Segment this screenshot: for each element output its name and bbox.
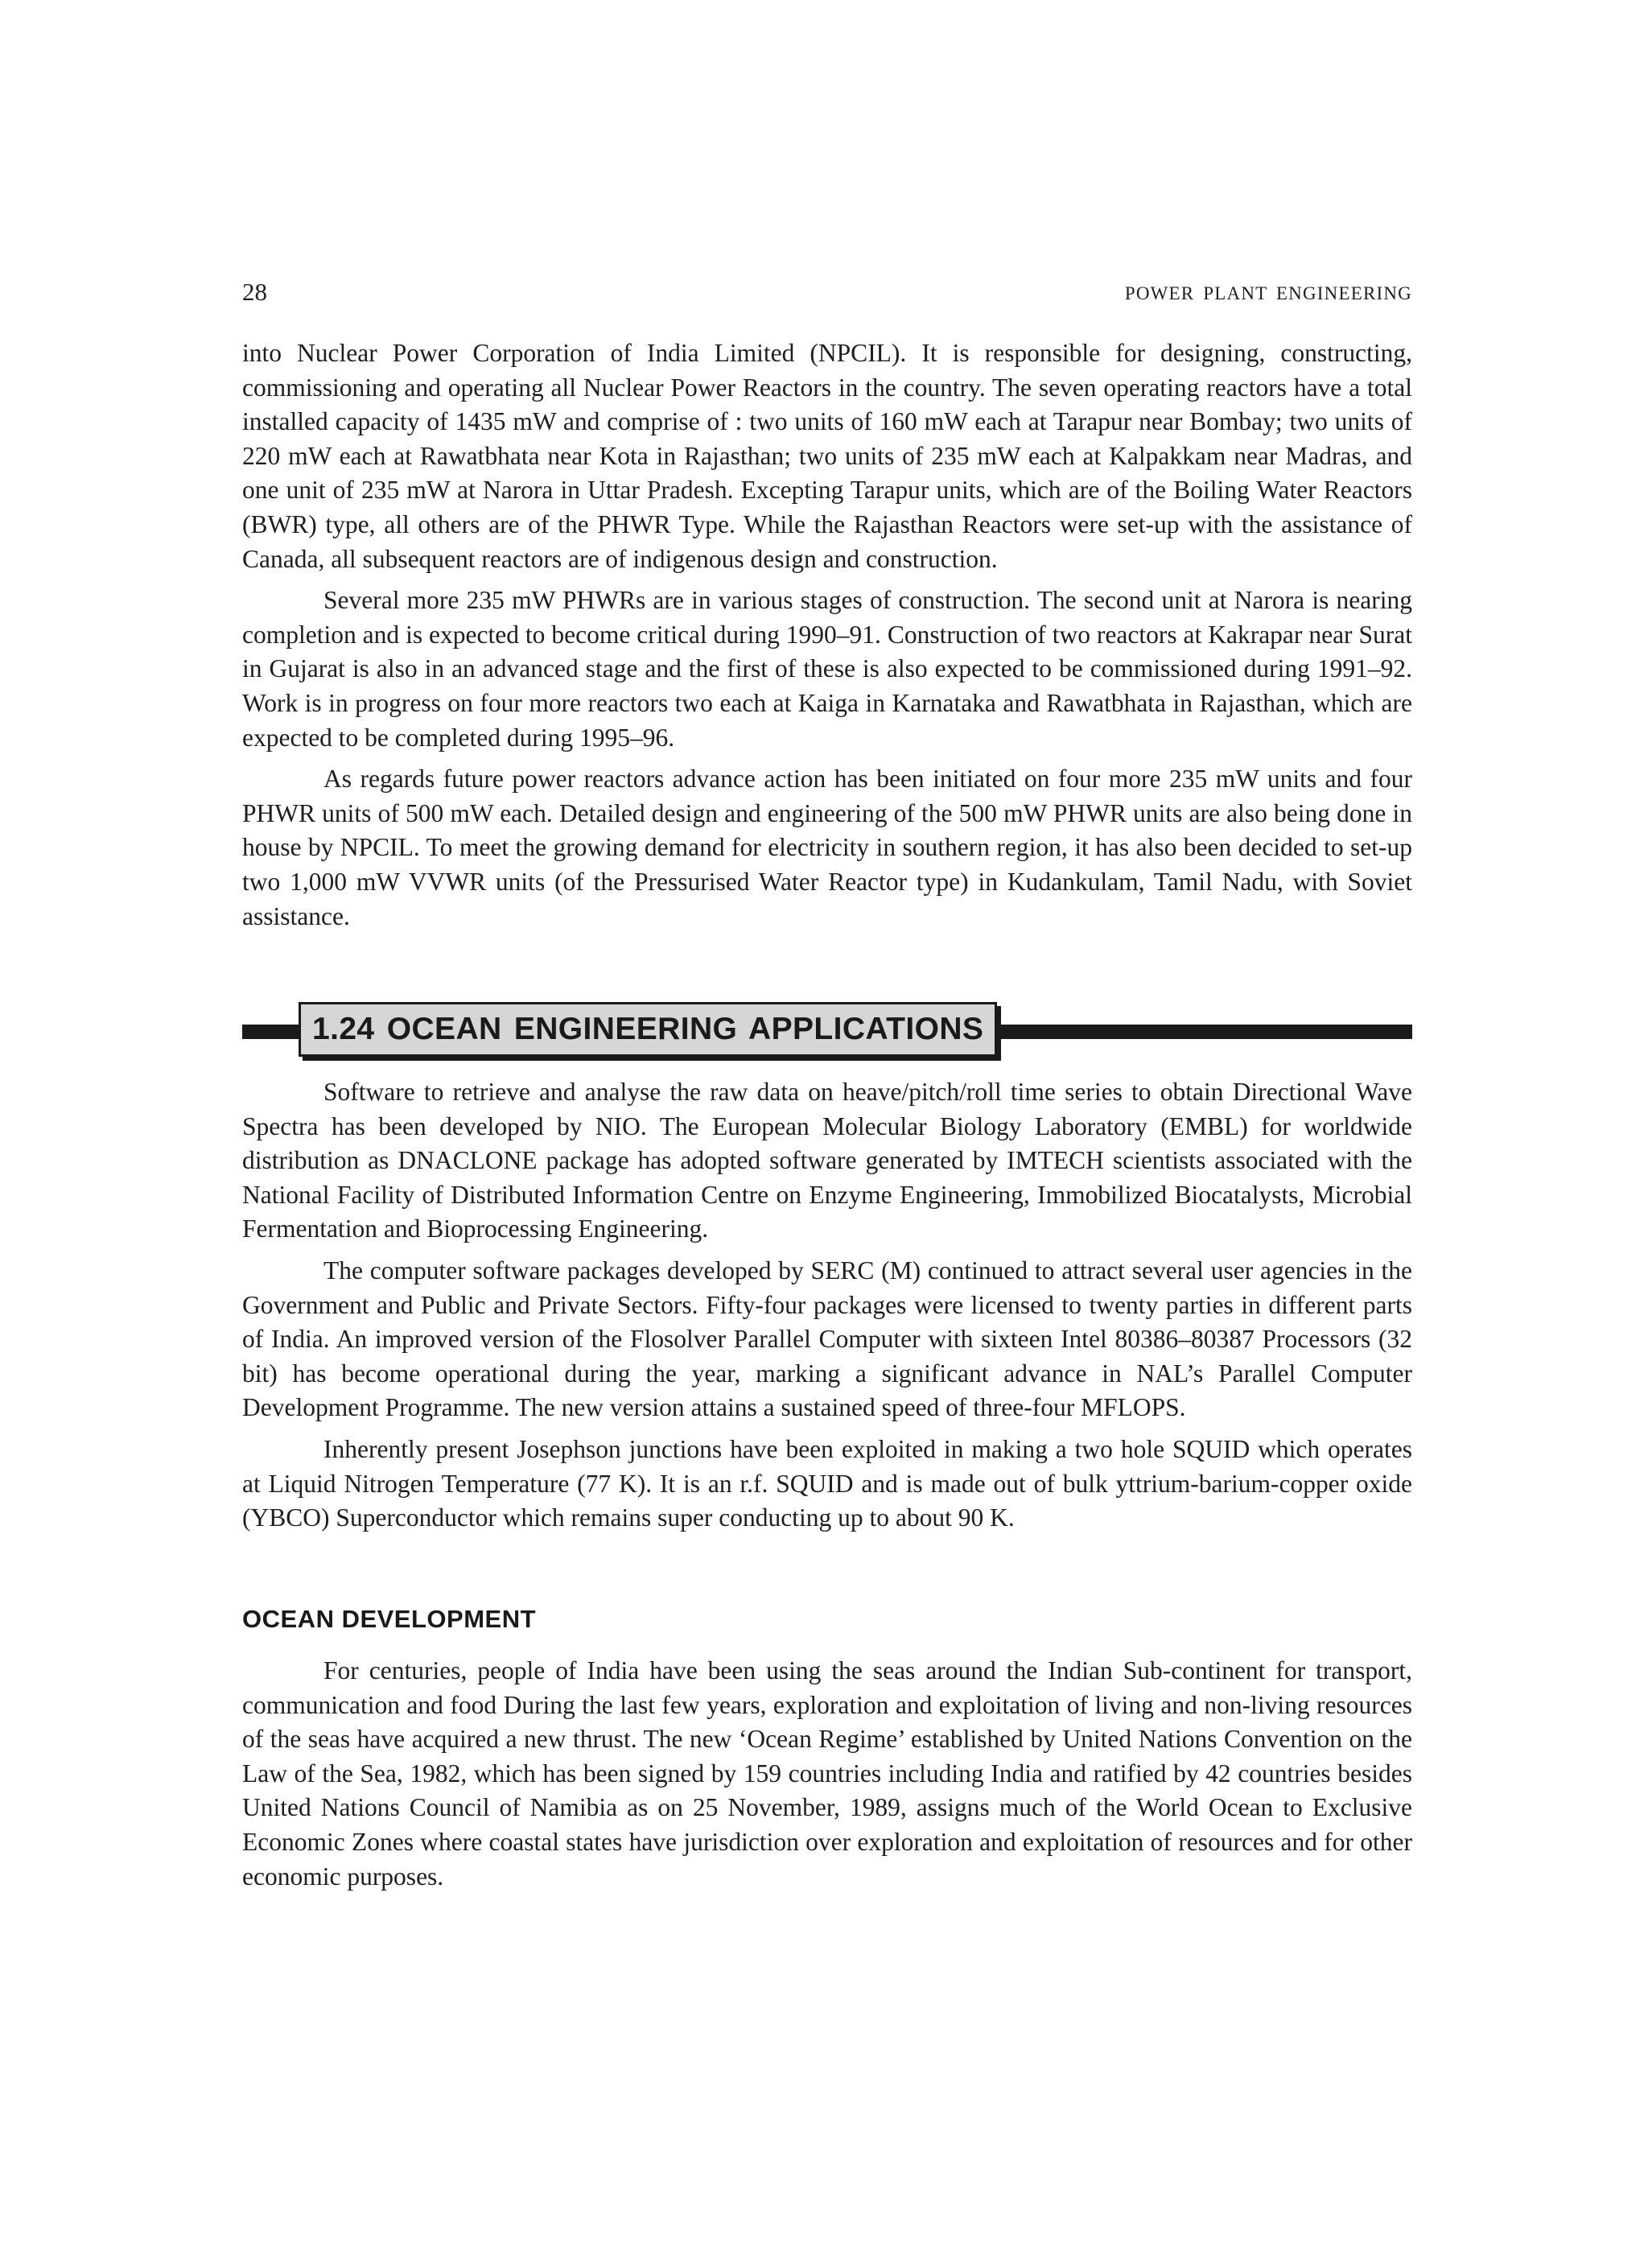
- section-heading-bar: [242, 1002, 1412, 1057]
- intro-text: [242, 336, 1412, 934]
- paragraph-serc-software: The computer software packages developed by SERC (M) continued to attract several user agencies in the Government and Public and Private Sectors. Fifty-four packages were licensed to twenty parties in different parts of India. An improved version of the Flosolver Parallel Computer with sixteen Intel 80386–80387 Processors (32 bit) has become operational during the year, marking a significant advance in NAL’s Parallel Computer Development Programme. The new version attains a sustained speed of three-four MFLOPS.: [242, 1256, 1412, 1422]
- paragraph-phwr-construction: Several more 235 mW PHWRs are in various stages of construction. The second unit at Narora is nearing completion and is expected to become critical during 1990–91. Construction of two reactors at Kakrapar near Surat in Gujarat is also in an advanced stage and the first of these is also expected to be commissioned during 1991–92. Work is in progress on four more reactors two each at Kaiga in Karnataka and Rawatbhata in Rajasthan, which are expected to be completed during 1995–96.: [242, 586, 1412, 752]
- paragraph-ocean-development: For centuries, people of India have been using the seas around the Indian Sub-continent for transport, communication and food During the last few years, exploration and exploitation of living and non-living resources of the seas have acquired a new thrust. The new ‘Ocean Regime’ established by United Nations Convention on the Law of the Sea, 1982, which has been signed by 159 countries including India and ratified by 42 countries besides United Nations Council of Namibia as on 25 November, 1989, assigns much of the World Ocean to Exclusive Economic Zones where coastal states have jurisdiction over exploration and exploitation of resources and for other economic purposes.: [242, 1656, 1412, 1891]
- running-title: POWER PLANT ENGINEERING: [1124, 283, 1412, 303]
- section-text: [242, 1075, 1412, 1536]
- section-heading-box: [299, 1002, 997, 1057]
- page-number: 28: [242, 278, 267, 306]
- paragraph-npcil: into Nuclear Power Corporation of India Limited (NPCIL). It is responsible for designing, constructing, commissioning and operating all Nuclear Power Reactors in the country. The seven operating reactors have a total installed capacity of 1435 mW and comprise of : two units of 160 mW each at Tarapur near Bombay; two units of 220 mW each at Rawatbhata near Kota in Rajasthan; two units of 235 mW each at Kalpakkam near Madras, and one unit of 235 mW at Narora in Uttar Pradesh. Excepting Tarapur units, which are of the Boiling Water Reactors (BWR) type, all others are of the PHWR Type. While the Rajasthan Reactors were set-up with the assistance of Canada, all subsequent reactors are of indigenous design and construction.: [242, 339, 1412, 573]
- paragraph-future-reactors: As regards future power reactors advance action has been initiated on four more 235 mW units and four PHWR units of 500 mW each. Detailed design and engineering of the 500 mW PHWR units are also being done in house by NPCIL. To meet the growing demand for electricity in southern region, it has also been decided to set-up two 1,000 mW VVWR units (of the Pressurised Water Reactor type) in Kudankulam, Tamil Nadu, with Soviet assistance.: [242, 765, 1412, 930]
- paragraph-software-nio: Software to retrieve and analyse the raw data on heave/pitch/roll time series to obtain Directional Wave Spectra has been developed by NIO. The European Molecular Biology Laboratory (EMBL) for worldwide distribution as DNACLONE package has adopted software generated by IMTECH scientists associated with the National Facility of Distributed Information Centre on Enzyme Engineering, Immobilized Biocatalysts, Microbial Fermentation and Bioprocessing Engineering.: [242, 1078, 1412, 1243]
- paragraph-squid: Inherently present Josephson junctions have been exploited in making a two hole SQUID which operates at Liquid Nitrogen Temperature (77 K). It is an r.f. SQUID and is made out of bulk yttrium-barium-copper oxide (YBCO) Superconductor which remains super conducting up to about 90 K.: [242, 1434, 1412, 1532]
- section-heading: 1.24 OCEAN ENGINEERING APPLICATIONS: [312, 1012, 984, 1046]
- running-head: [242, 276, 1412, 308]
- subsection-text: [242, 1654, 1412, 1894]
- subsection-heading: OCEAN DEVELOPMENT: [242, 1605, 537, 1633]
